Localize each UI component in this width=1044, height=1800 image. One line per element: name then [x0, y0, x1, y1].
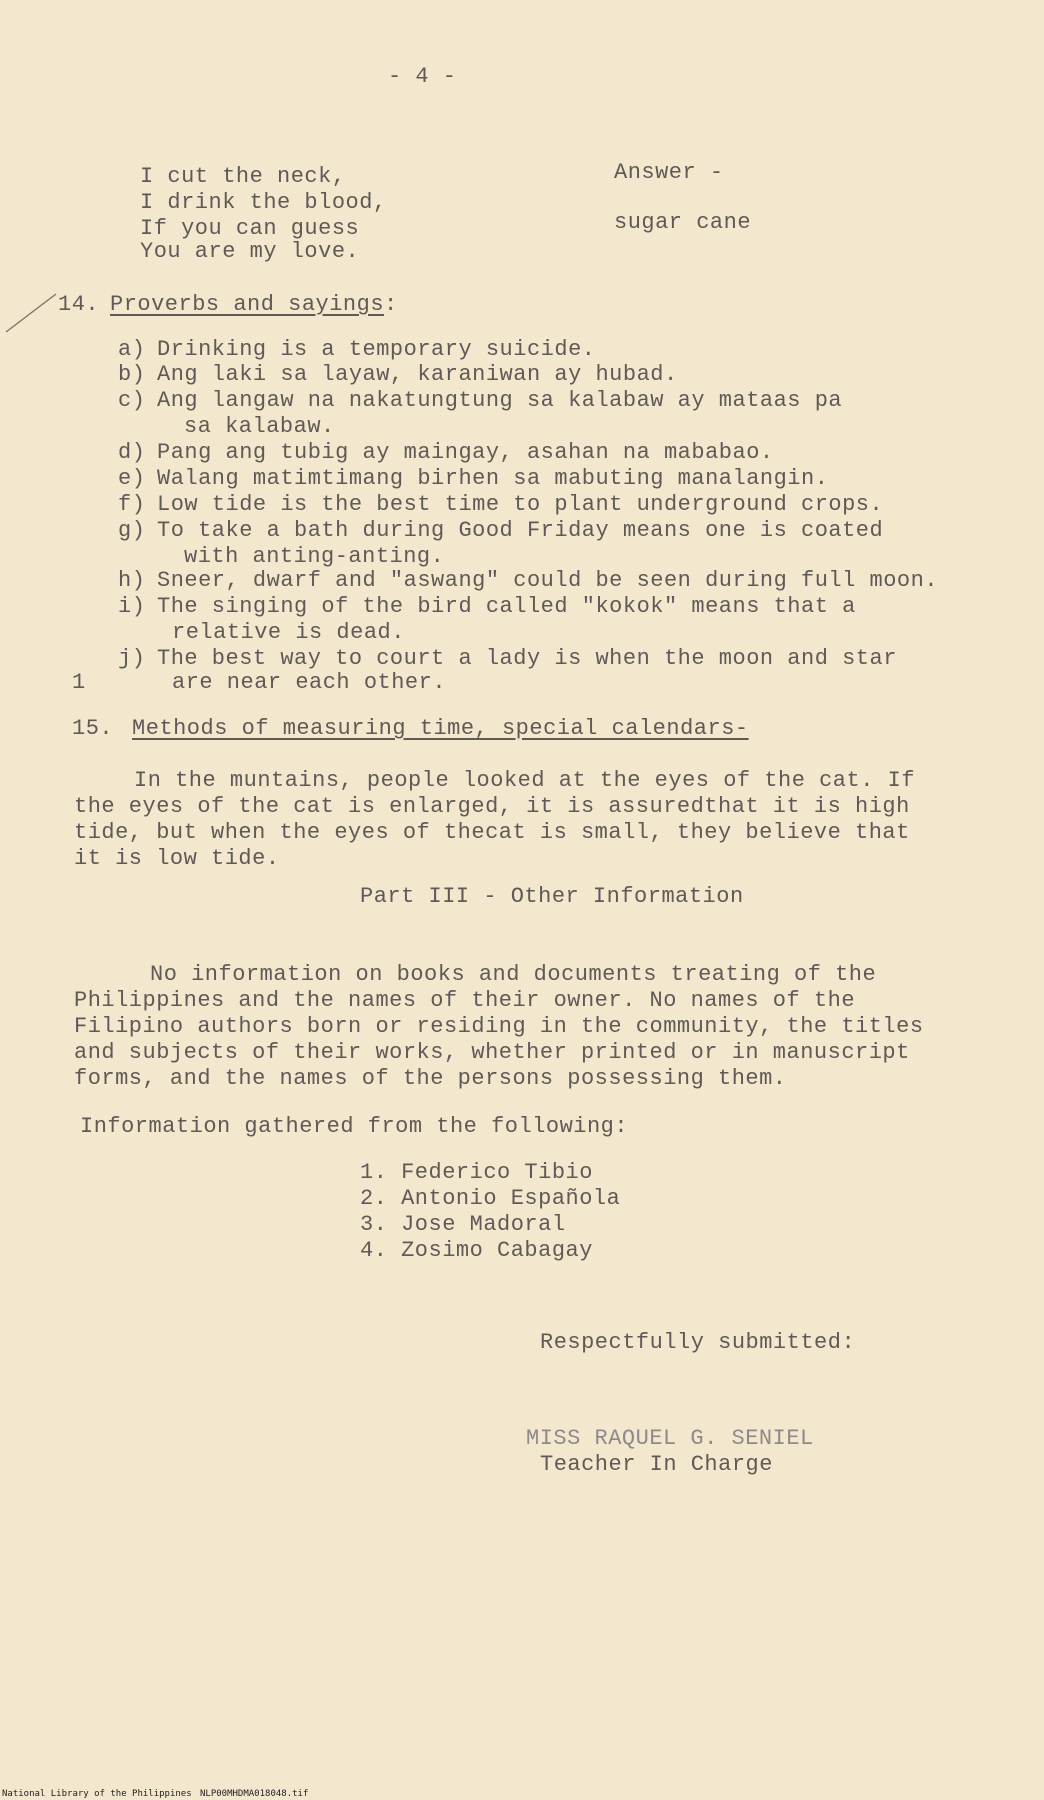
part-3-line: Philippines and the names of their owner. No names of the — [74, 988, 856, 1013]
pencil-mark — [0, 284, 60, 336]
informant-item: 2. Antonio Española — [360, 1186, 621, 1211]
proverb-line: The best way to court a lady is when the moon and star — [157, 646, 897, 671]
informant-item: 4. Zosimo Cabagay — [360, 1238, 593, 1263]
proverb-line: To take a bath during Good Friday means one is coated — [157, 518, 884, 543]
section-14-heading — [110, 292, 398, 317]
margin-mark: 1 — [72, 670, 86, 695]
riddle-line: I drink the blood, — [140, 190, 387, 215]
proverb-marker: j) — [118, 646, 146, 671]
proverb-line: with anting-anting. — [184, 544, 445, 569]
section-15-number: 15. — [72, 716, 114, 741]
part-3-title: Part III - Other Information — [360, 884, 744, 909]
signatory-name: MISS RAQUEL G. SENIEL — [526, 1426, 814, 1451]
proverb-line: Ang langaw na nakatungtung sa kalabaw ay mataas pa — [157, 388, 843, 413]
informant-item: 3. Jose Madoral — [360, 1212, 566, 1237]
proverb-marker: d) — [118, 440, 146, 465]
riddle-line: I cut the neck, — [140, 164, 346, 189]
proverb-line: sa kalabaw. — [184, 414, 335, 439]
part-3-line: forms, and the names of the persons possessing them. — [74, 1066, 787, 1091]
part-3-line: No information on books and documents treating of the — [150, 962, 877, 987]
proverb-line: Drinking is a temporary suicide. — [157, 337, 596, 362]
proverb-marker: e) — [118, 466, 146, 491]
proverb-line: Ang laki sa layaw, karaniwan ay hubad. — [157, 362, 678, 387]
part-3-line: Filipino authors born or residing in the community, the titles — [74, 1014, 924, 1039]
signatory-role: Teacher In Charge — [540, 1452, 773, 1477]
footer-library: National Library of the Philippines — [2, 1789, 192, 1799]
proverb-marker: b) — [118, 362, 146, 387]
proverb-marker: f) — [118, 492, 146, 517]
section-15-line: tide, but when the eyes of thecat is small, they believe that — [74, 820, 910, 845]
riddle-line: You are my love. — [140, 239, 360, 264]
proverb-line: Walang matimtimang birhen sa mabuting manalangin. — [157, 466, 829, 491]
riddle-line: If you can guess — [140, 216, 360, 241]
proverb-line: Low tide is the best time to plant underground crops. — [157, 492, 884, 517]
part-3-line: and subjects of their works, whether printed or in manuscript — [74, 1040, 910, 1065]
section-15-title: Methods of measuring time, special calendars- — [132, 716, 749, 741]
proverb-line: relative is dead. — [172, 620, 405, 645]
informant-item: 1. Federico Tibio — [360, 1160, 593, 1185]
riddle-answer: sugar cane — [614, 210, 752, 235]
closing-phrase: Respectfully submitted: — [540, 1330, 856, 1355]
proverb-line: Pang ang tubig ay maingay, asahan na mababao. — [157, 440, 774, 465]
section-14-title: Proverbs and sayings — [110, 292, 385, 317]
proverb-marker: g) — [118, 518, 146, 543]
informants-intro: Information gathered from the following: — [80, 1114, 629, 1139]
section-14-colon: : — [384, 292, 398, 317]
proverb-marker: a) — [118, 337, 146, 362]
riddle-answer-label: Answer - — [614, 160, 724, 185]
proverb-line: are near each other. — [172, 670, 447, 695]
page-number: - 4 - — [388, 64, 457, 89]
proverb-line: Sneer, dwarf and "aswang" could be seen during full moon. — [157, 568, 939, 593]
proverb-marker: h) — [118, 568, 146, 593]
proverb-marker: i) — [118, 594, 146, 619]
section-14-number: 14. — [58, 292, 100, 317]
proverb-marker: c) — [118, 388, 146, 413]
proverb-line: The singing of the bird called "kokok" means that a — [157, 594, 856, 619]
footer-file: NLP00MHDMA018048.tif — [200, 1789, 309, 1799]
section-15-line: In the muntains, people looked at the eyes of the cat. If — [134, 768, 916, 793]
section-15-line: the eyes of the cat is enlarged, it is assuredthat it is high — [74, 794, 910, 819]
section-15-line: it is low tide. — [74, 846, 280, 871]
